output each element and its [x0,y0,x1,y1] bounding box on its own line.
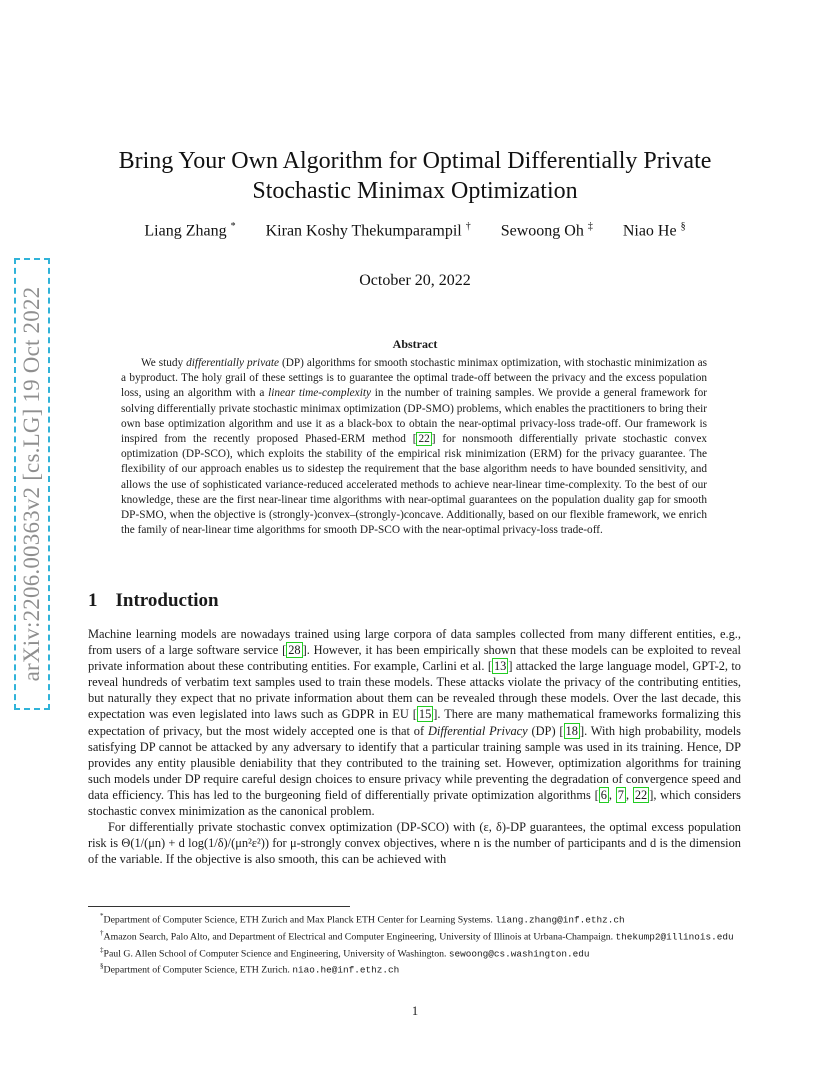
citation-link[interactable]: 13 [493,659,507,674]
author-name: Kiran Koshy Thekumparampil [265,222,462,240]
footnote-rule [88,906,350,907]
citation-link[interactable]: 7 [617,787,624,802]
section-title: Introduction [115,590,219,611]
section-number: 1 [88,590,98,611]
abstract-body [121,356,707,538]
introduction-body [88,626,741,867]
citation-link[interactable]: 28 [288,643,301,658]
abstract-paragraph: We study differentially private (DP) algorithms for smooth stochastic minimax optimization, with stochastic minimization as a byproduct. The holy grail of these settings is to guarantee the optimal trade-off between the privacy and the excess population loss, using an algorithm with a linear time-complexity in the number of training samples. We provide a general framework for solving differentially private stochastic minimax optimization (DP-SMO) problems, which enables the practitioners to bring their own base optimization algorithm and use it as a black-box to obtain the near-optimal privacy-loss trade-off. Our framework is inspired from the recently proposed Phased-ERM method [ 22 ] for nonsmooth differentially private stochastic convex optimization (DP-SCO), which exploits the stability of the empirical risk minimization (ERM) for the privacy guarantee. The flexibility of our approach enables us to sidestep the requirement that the base algorithm needs to have bounded sensitivity, and allows the use of sophisticated variance-reduced accelerated methods to achieve near-linear time-complexity. To the best of our knowledge, these are the first near-linear time algorithms with near-optimal guarantees on the population duality gap for smooth DP-SMO, when the objective is (strongly-)convex–(strongly-)concave. Additionally, based on our flexible framework, we enrich the family of near-linear time algorithms for smooth DP-SCO with the near-optimal privacy-loss trade-off. [121,357,707,537]
author [266,221,471,240]
citation-link[interactable]: 22 [418,433,430,446]
citation-link[interactable]: 22 [634,787,648,802]
footnote: *Department of Computer Science, ETH Zurich and Max Planck ETH Center for Learning Systems. liang.zhang@inf.ethz.ch [100,912,625,926]
email-link[interactable]: liang.zhang@inf.ethz.ch [495,914,625,926]
citation-link[interactable]: 18 [565,723,578,738]
footnotes [88,910,741,977]
footnote-mark[interactable]: ‡ [587,221,593,232]
footnote-mark[interactable]: † [465,221,471,232]
author-name: Sewoong Oh [500,222,584,240]
footnote: §Department of Computer Science, ETH Zurich. niao.he@inf.ethz.ch [100,962,400,976]
intro-paragraph-2: For differentially private stochastic convex optimization (DP-SCO) with (ε, δ)-DP guarantees, the optimal excess population risk is Θ(1/(μn) + d log(1/δ)/(μn²ε²)) for μ-strongly convex objectives, where n is the number of participants and d is the dimension of the variable. If the objective is also smooth, this can be achieved with [88,820,741,867]
paper-date: October 20, 2022 [359,272,471,289]
arxiv-stamp[interactable] [14,258,50,710]
intro-paragraph-1: Machine learning models are nowadays trained using large corpora of data samples collected from many different entities, e.g., from users of a large software service [ 28 ]. However, it has been empirically shown that these models can be exploited to reveal private information about these contributing entities. For example, Carlini et al. [ 13 ] attacked the large language model, GPT-2, to reveal hundreds of verbatim text samples used to train these models. These attacks violate the privacy of the contributing entities, but naturally they expect that no private information about them can be revealed through these models. Over the last decade, this expectation was even legislated into laws such as GDPR in EU [ 15 ]. There are many mathematical frameworks formalizing this expectation of privacy, but the most widely accepted one is that of Differential Privacy (DP) [ 18 ]. With high probability, models satisfying DP cannot be attacked by any adversary to identify that a particular training sample was used in its training. Hence, DP provides any entity plausible deniability that they contributed to the training set. However, optimization algorithms for training such models under DP require careful design choices to ensure privacy while preventing the degradation of convergence speed and data efficiency. This has led to the burgeoning field of differentially private optimization algorithms [ 6 , 7 , 22 ], which considers stochastic convex minimization as the canonical problem. [88,627,742,819]
title-line-2: Stochastic Minimax Optimization [252,178,578,204]
author-name: Niao He [622,222,677,240]
footnote: †Amazon Search, Palo Alto, and Department of Electrical and Computer Engineering, University of Illinois at Urbana-Champaign. thekump2@illinois.edu [100,928,734,943]
email-link[interactable]: sewoong@cs.washington.edu [448,947,590,959]
footnote-mark[interactable]: § [680,221,686,232]
author [623,221,686,240]
author [501,221,593,240]
email-link[interactable]: thekump2@illinois.edu [615,931,734,943]
citation-link[interactable]: 6 [600,787,607,802]
author-list [90,221,740,240]
citation-link[interactable]: 15 [418,707,432,722]
author-name: Liang Zhang [144,222,227,240]
arxiv-stamp-frame [14,258,50,710]
footnote-mark[interactable]: * [230,221,236,232]
footnote: ‡Paul G. Allen School of Computer Science and Engineering, University of Washington. sewoong@cs.washington.edu [100,945,590,959]
abstract-heading: Abstract [392,337,438,351]
title-line-1: Bring Your Own Algorithm for Optimal Differentially Private [118,148,712,174]
paper-title [90,146,740,206]
email-link[interactable]: niao.he@inf.ethz.ch [292,964,400,976]
section-heading [88,590,219,612]
page-number: 1 [411,1004,419,1018]
arxiv-stamp-text: arXiv:2206.00363v2 [cs.LG] 19 Oct 2022 [19,286,44,682]
author [144,221,235,240]
